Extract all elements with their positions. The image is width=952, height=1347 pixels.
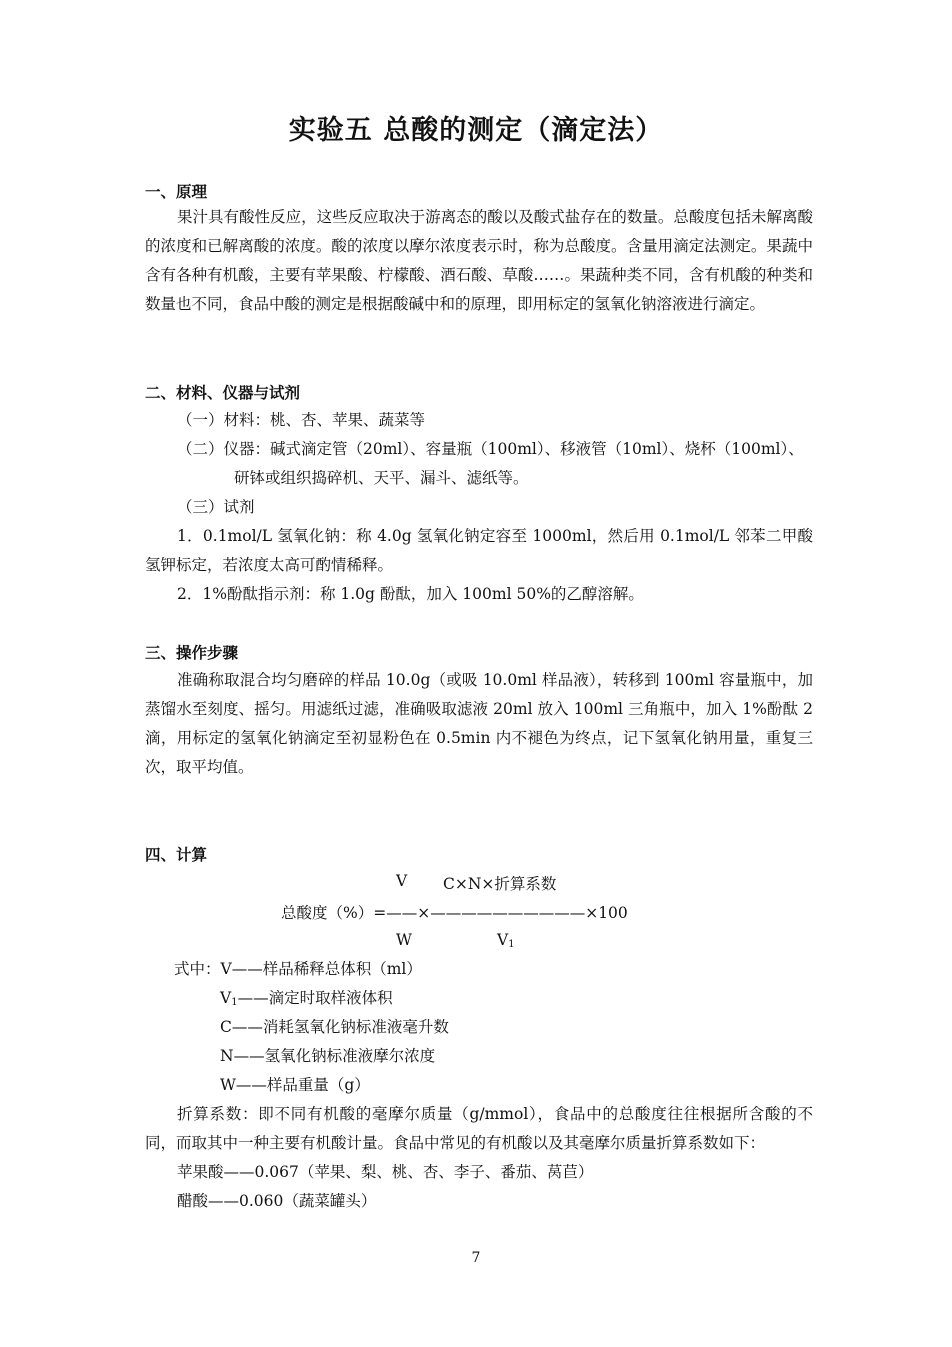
section-heading-calculation: 四、计算 [145,846,208,864]
variable-c-definition: C——消耗氢氧化钠标准液毫升数 [220,1018,449,1036]
page-number: 7 [471,1250,481,1266]
principle-paragraph: 果汁具有酸性反应，这些反应取决于游离态的酸以及酸式盐存在的数量。总酸度包括未解离酸的浓度和已解离酸的浓度。酸的浓度以摩尔浓度表示时，称为总酸度。含量用滴定法测定。果蔬中含有各种有机酸，主要有苹果酸、柠檬酸、酒石酸、草酸……。果蔬种类不同，含有机酸的种类和数量也不同，食品中酸的测定是根据酸碱中和的原理，即用标定的氢氧化钠溶液进行滴定。 [145,208,813,313]
reagent-1: 1．0.1mol/L 氢氧化钠：称 4.0g 氢氧化钠定容至 1000ml，然后用 0.1mol/L 邻苯二甲酸氢钾标定，若浓度太高可酌情稀释。 [145,527,813,574]
variable-v1-definition: $V_1——$滴定时取样液体积 [220,989,393,1008]
section-heading-materials: 二、材料、仪器与试剂 [145,384,301,402]
page-title: 实验五 总酸的测定（滴定法） [288,115,664,146]
formula-numerator-cn: C×N×折算系数 [443,875,557,893]
section-heading-procedure: 三、操作步骤 [145,644,239,662]
procedure-paragraph: 准确称取混合均匀磨碎的样品 10.0g（或吸 10.0ml 样品液），转移到 100ml 容量瓶中，加蒸馏水至刻度、摇匀。用滤纸过滤，准确吸取滤液 20ml 放入 100ml 三角瓶中，加入 1%酚酞 2 滴，用标定的氢氧化钠滴定至初显粉色在 0.5min 内不褪色为终点，记下氢氧化钠用量，重复三次，取平均值。 [145,671,813,776]
variable-w-definition: W——样品重量（g） [220,1076,370,1094]
reagent-2: 2．1%酚酞指示剂：称 1.0g 酚酞，加入 100ml 50%的乙醇溶解。 [177,585,644,603]
malic-acid-factor: 苹果酸——0.067（苹果、梨、桃、杏、李子、番茄、莴苣） [177,1163,594,1181]
variable-v-definition: 式中：V——样品稀释总体积（ml） [174,960,422,978]
formula-numerator-v: V [396,872,408,890]
formula-main-line: 总酸度（%）=——×——————————×100 [281,904,628,922]
formula-denominator-v1: $V_1$ [497,931,515,950]
section-heading-principle: 一、原理 [145,183,208,201]
acetic-acid-factor: 醋酸——0.060（蔬菜罐头） [177,1192,377,1210]
reagents-heading: （三）试剂 [177,498,255,516]
variable-n-definition: N——氢氧化钠标准液摩尔浓度 [220,1047,436,1065]
formula-denominator-w: W [396,931,412,949]
instruments-line-1: （二）仪器：碱式滴定管（20ml）、容量瓶（100ml）、移液管（10ml）、烧杯（100ml）、 [177,440,804,458]
conversion-factor-paragraph: 折算系数：即不同有机酸的毫摩尔质量（g/mmol），食品中的总酸度往往根据所含酸的不同，而取其中一种主要有机酸计量。食品中常见的有机酸以及其毫摩尔质量折算系数如下： [145,1105,813,1152]
materials-line: （一）材料：桃、杏、苹果、蔬菜等 [177,411,426,429]
instruments-line-2: 研钵或组织捣碎机、天平、漏斗、滤纸等。 [234,469,529,487]
